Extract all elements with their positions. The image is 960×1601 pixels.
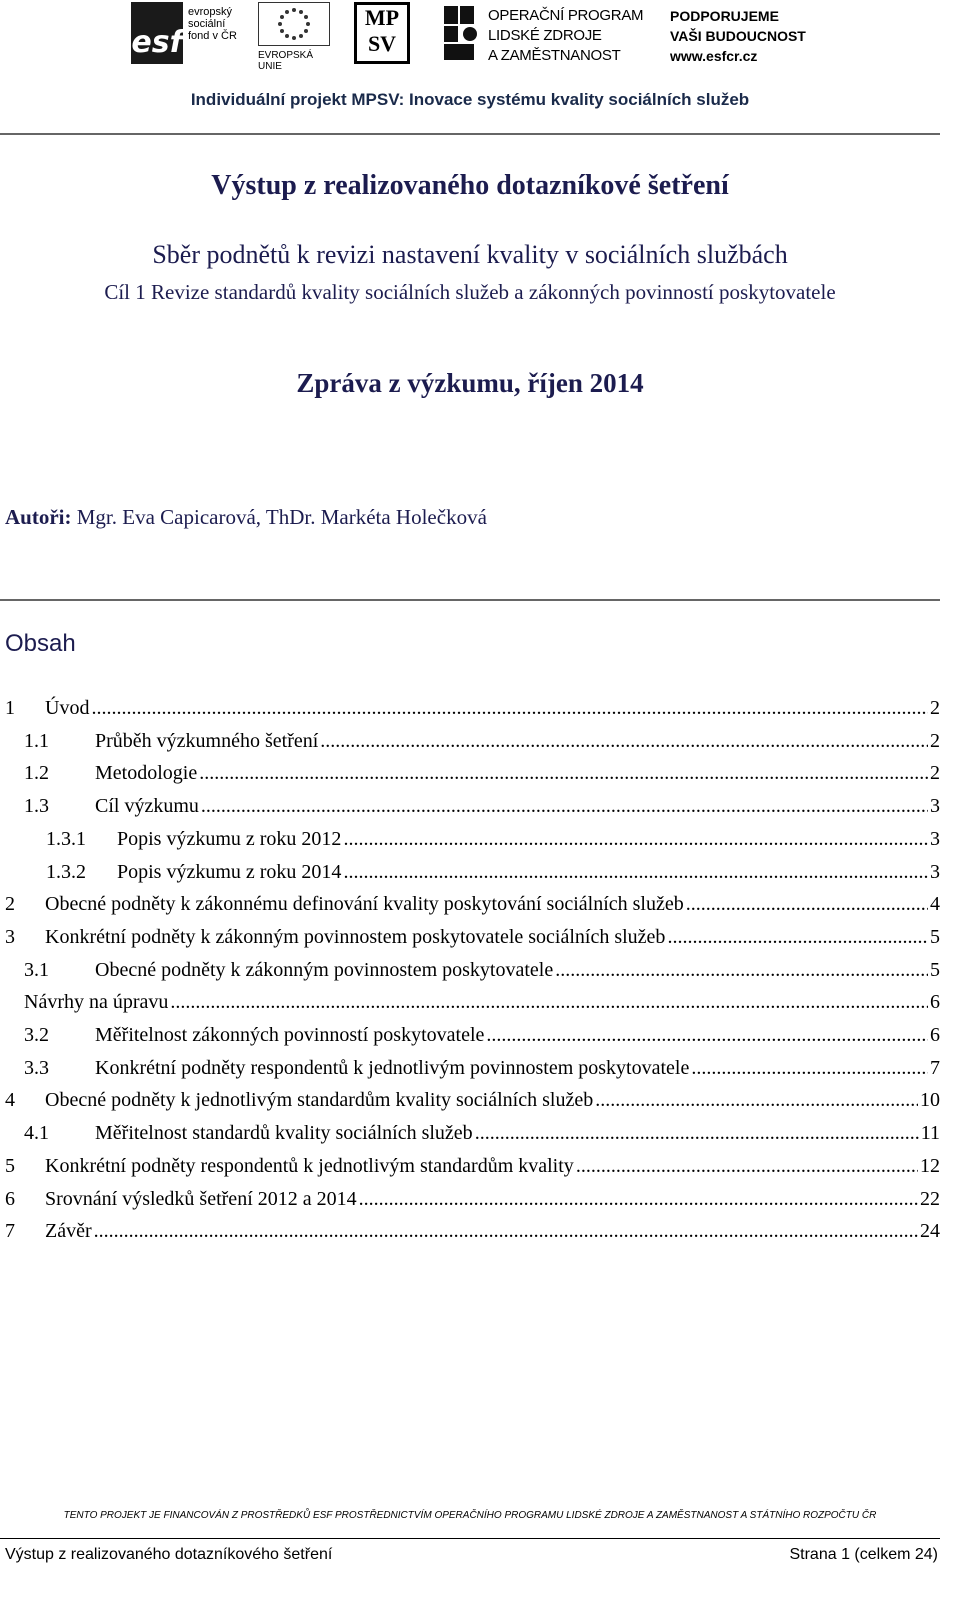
toc-entry-title: Obecné podněty k zákonnému definování kvality poskytování sociálních služeb <box>45 893 684 916</box>
toc-leader-dots <box>91 697 928 720</box>
toc-entry-title: Průběh výzkumného šetření <box>95 729 319 752</box>
toc-entry-page: 22 <box>920 1187 940 1210</box>
mpsv-line-1: MP <box>364 5 400 30</box>
toc-leader-dots <box>667 926 928 949</box>
op-puzzle-icon <box>440 2 480 64</box>
toc-entry-page: 24 <box>920 1220 940 1243</box>
toc-entry-page: 3 <box>930 827 940 850</box>
toc-entry-page: 2 <box>930 729 940 752</box>
op-logo-text <box>488 6 643 66</box>
toc-entry-title: Konkrétní podněty respondentů k jednotlivým povinnostem poskytovatele <box>95 1056 690 1079</box>
toc-leader-dots <box>94 1220 918 1243</box>
toc-entry[interactable] <box>0 991 940 1023</box>
toc-entry-page: 2 <box>930 697 940 719</box>
toc-leader-dots <box>475 1122 919 1145</box>
toc-entry[interactable] <box>0 959 940 991</box>
footer-document-name: Výstup z realizovaného dotazníkového šetření <box>5 1546 333 1563</box>
toc-entry-title: Metodologie <box>95 762 198 785</box>
toc-entry[interactable] <box>0 1155 940 1187</box>
document-goal: Cíl 1 Revize standardů kvality sociálních služeb a zákonných povinností poskytovatele <box>104 280 836 304</box>
toc-entry-title: Cíl výzkumu <box>95 795 199 818</box>
authors-label: Autoři: <box>5 505 72 529</box>
footer-page-number: Strana 1 (celkem 24) <box>789 1546 938 1563</box>
toc-entry-page: 4 <box>930 893 940 916</box>
toc-leader-dots <box>595 1089 918 1112</box>
document-title: Výstup z realizovaného dotazníkové šetření <box>211 170 729 201</box>
op-line-1: OPERAČNÍ PROGRAM <box>488 7 644 24</box>
toc-entry[interactable] <box>0 730 940 762</box>
toc-leader-dots <box>170 991 928 1014</box>
op-line-2: LIDSKÉ ZDROJE <box>488 27 602 44</box>
toc-entry[interactable] <box>0 828 940 860</box>
toc-entry-title: Srovnání výsledků šetření 2012 a 2014 <box>45 1187 357 1210</box>
toc-entry-number: 4 <box>5 1089 15 1112</box>
toc-entry-number: 3 <box>5 925 15 948</box>
support-logo-text <box>670 6 806 66</box>
toc-entry-number: 3.1 <box>24 958 49 981</box>
esf-line-1: evropský <box>188 6 233 18</box>
toc-leader-dots <box>343 828 928 851</box>
toc-entry-title: Měřitelnost standardů kvality sociálních služeb <box>95 1122 473 1145</box>
toc-entry-number: 1.3.1 <box>46 827 86 850</box>
project-header: Individuální projekt MPSV: Inovace systému kvality sociálních služeb <box>190 90 750 109</box>
support-line-1: PODPORUJEME <box>670 8 779 24</box>
toc-entry-page: 6 <box>930 1024 940 1046</box>
toc-entry[interactable] <box>0 1220 940 1252</box>
toc-entry-page: 10 <box>920 1089 940 1112</box>
toc-entry-page: 12 <box>920 1154 940 1177</box>
toc-entry-number: 2 <box>5 893 15 916</box>
toc-entry[interactable] <box>0 1122 940 1154</box>
toc-entry-title: Konkrétní podněty respondentů k jednotlivým standardům kvality <box>45 1154 574 1177</box>
toc-leader-dots <box>486 1024 928 1047</box>
esf-line-2: sociální <box>188 18 226 30</box>
toc-leader-dots <box>691 1057 928 1080</box>
footer-divider <box>0 1538 940 1539</box>
mpsv-logo <box>354 2 410 64</box>
authors-line <box>5 505 487 530</box>
toc-entry-number: 1.3 <box>24 795 49 818</box>
toc-entry-title: Obecné podněty k zákonným povinnostem poskytovatele <box>95 958 554 981</box>
toc-entry-number: 5 <box>5 1154 15 1177</box>
toc-leader-dots <box>686 893 928 916</box>
toc-heading: Obsah <box>5 630 76 657</box>
toc-entry-title: Konkrétní podněty k zákonným povinnostem poskytovatele sociálních služeb <box>45 925 666 948</box>
toc-entry-number: 4.1 <box>24 1122 49 1145</box>
toc-leader-dots <box>359 1188 918 1211</box>
logo-bar <box>0 0 960 75</box>
toc-entry-page: 6 <box>930 991 940 1014</box>
toc-entry-title: Obecné podněty k jednotlivým standardům kvality sociálních služeb <box>45 1089 594 1112</box>
toc-leader-dots <box>555 959 928 982</box>
toc-entry[interactable] <box>0 893 940 925</box>
toc-leader-dots <box>199 762 928 785</box>
esf-logo <box>131 2 183 64</box>
support-line-3: www.esfcr.cz <box>670 48 758 64</box>
toc-entry[interactable] <box>0 1024 940 1056</box>
mpsv-line-2: SV <box>367 31 397 56</box>
document-subtitle: Sběr podnětů k revizi nastavení kvality v sociálních službách <box>152 240 788 269</box>
esf-logo-text <box>188 6 237 42</box>
toc-entry-page: 2 <box>930 762 940 785</box>
toc-entry-page: 3 <box>930 795 940 818</box>
toc-entry-title: Popis výzkumu z roku 2014 <box>117 860 342 883</box>
toc-entry[interactable] <box>0 697 940 729</box>
toc-entry-page: 5 <box>930 958 940 981</box>
toc-entry-title: Popis výzkumu z roku 2012 <box>117 827 342 850</box>
esf-logo-mark: esf <box>131 25 183 60</box>
toc-entry-number: 1.2 <box>24 762 49 785</box>
support-line-2: VAŠI BUDOUCNOST <box>670 28 806 44</box>
toc-entry-title: Měřitelnost zákonných povinností poskytovatele <box>95 1024 485 1046</box>
toc-entry-title: Návrhy na úpravu <box>24 991 169 1014</box>
toc-entry[interactable] <box>0 1188 940 1220</box>
eu-label: EVROPSKÁ UNIE <box>258 50 314 72</box>
toc-leader-dots <box>320 730 928 753</box>
funding-notice: TENTO PROJEKT JE FINANCOVÁN Z PROSTŘEDKŮ ESF PROSTŘEDNICTVÍM OPERAČNÍHO PROGRAMU LIDSKÉ ZDROJE A ZAMĚSTNANOST A STÁTNÍHO ROZPOČTU ČR <box>63 1510 877 1521</box>
report-date: Zpráva z výzkumu, říjen 2014 <box>296 368 644 398</box>
toc-entry[interactable] <box>0 861 940 893</box>
toc-entry[interactable] <box>0 926 940 958</box>
toc-leader-dots <box>576 1155 918 1178</box>
esf-line-3: fond v ČR <box>188 30 237 42</box>
eu-flag-icon <box>258 2 330 46</box>
toc-leader-dots <box>343 861 928 884</box>
toc-entry[interactable] <box>0 762 940 794</box>
toc-divider <box>0 599 940 601</box>
authors-names: Mgr. Eva Capicarová, ThDr. Markéta Holečková <box>76 505 487 529</box>
toc-entry-number: 7 <box>5 1220 15 1243</box>
toc-entry-page: 3 <box>930 860 940 883</box>
toc-leader-dots <box>201 795 928 818</box>
toc-entry-page: 5 <box>930 925 940 948</box>
toc-entry-number: 3.3 <box>24 1056 49 1079</box>
header-divider <box>0 133 940 135</box>
toc-entry-number: 6 <box>5 1187 15 1210</box>
toc-entry-number: 3.2 <box>24 1024 49 1046</box>
toc-entry-page: 7 <box>930 1056 940 1079</box>
toc-entry-number: 1.3.2 <box>46 860 86 883</box>
toc-entry[interactable] <box>0 1089 940 1121</box>
toc-entry-number: 1.1 <box>24 729 49 752</box>
toc-entry-number: 1 <box>5 697 15 719</box>
op-line-3: A ZAMĚSTNANOST <box>488 47 621 64</box>
toc-entry[interactable] <box>0 795 940 827</box>
toc-entry[interactable] <box>0 1057 940 1089</box>
toc-entry-page: 11 <box>920 1122 940 1145</box>
toc-entry-title: Závěr <box>45 1220 92 1243</box>
toc-entry-title: Úvod <box>45 697 90 719</box>
